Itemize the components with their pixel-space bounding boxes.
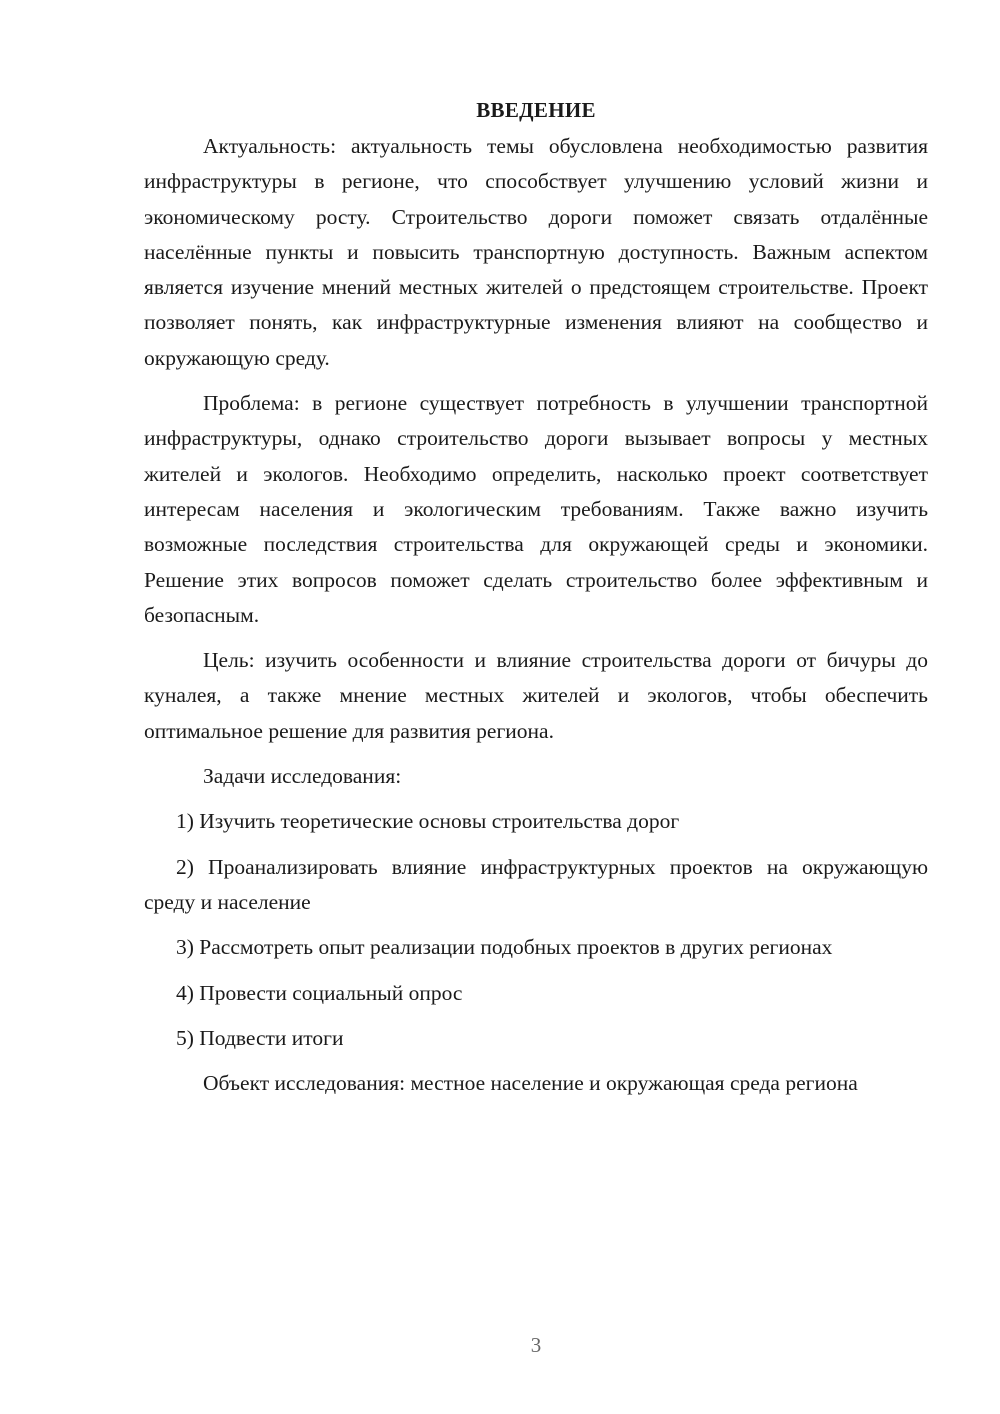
paragraph-relevance: Актуальность: актуальность темы обусловлена необходимостью развития инфраструктуры в регионе, что способствует улучшению условий жизни и экономическому росту. Строительство дороги поможет связать отдалённые населённые пункты и повысить транспортную доступность. Важным аспектом является изучение мнений местных жителей о предстоящем строительстве. Проект позволяет понять, как инфраструктурные изменения влияют на сообщество и окружающую среду. xyxy=(144,134,928,370)
paragraph-problem: Проблема: в регионе существует потребность в улучшении транспортной инфраструктуры, однако строительство дороги вызывает вопросы у местных жителей и экологов. Необходимо определить, насколько проект соответствует интересам населения и экологическим требованиям. Также важно изучить возможные последствия строительства для окружающей среды и экономики. Решение этих вопросов поможет сделать строительство более эффективным и безопасным. xyxy=(144,391,928,627)
paragraph-tasks-heading: Задачи исследования: xyxy=(203,764,402,789)
paragraph-object: Объект исследования: местное население и окружающая среда региона xyxy=(203,1071,858,1096)
task-item-4: 4) Провести социальный опрос xyxy=(176,980,463,1005)
task-item-1: 1) Изучить теоретические основы строительства дорог xyxy=(176,809,680,834)
page-number: 3 xyxy=(530,1333,542,1357)
document-page xyxy=(144,93,928,1111)
task-item-5: 5) Подвести итоги xyxy=(176,1025,344,1050)
task-item-2: 2) Проанализировать влияние инфраструктурных проектов на окружающую среду и население xyxy=(144,854,928,914)
task-item-3: 3) Рассмотреть опыт реализации подобных проектов в других регионах xyxy=(176,935,833,960)
paragraph-goal: Цель: изучить особенности и влияние строительства дороги от бичуры до куналея, а также мнение местных жителей и экологов, чтобы обеспечить оптимальное решение для развития региона. xyxy=(144,648,928,743)
section-title: ВВЕДЕНИЕ xyxy=(476,98,596,122)
